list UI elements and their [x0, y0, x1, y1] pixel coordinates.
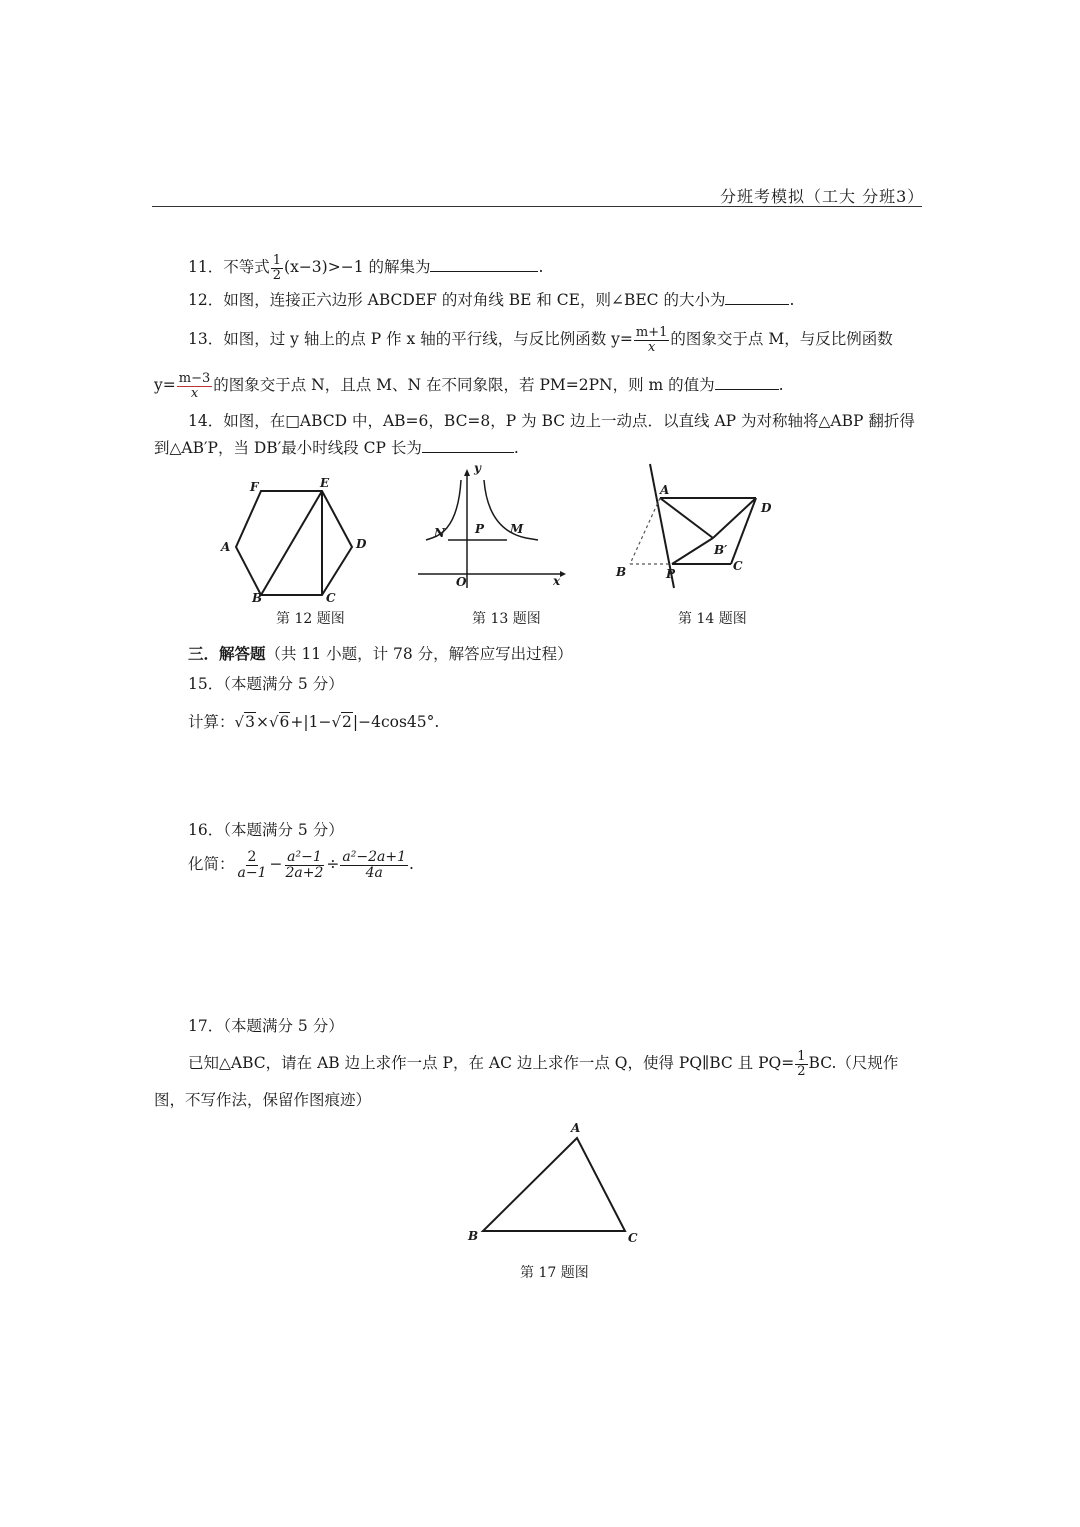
q12-number: 12． [188, 291, 224, 309]
section-3-heading [188, 646, 573, 663]
q14-end: . [513, 439, 519, 457]
q16-f2-den: 2a+2 [285, 864, 324, 881]
q17-frac-num: 1 [797, 1049, 806, 1064]
segment-b-prime-p [672, 538, 713, 564]
question-12 [188, 292, 794, 309]
q17-text-a: 已知△ABC，请在 AB 边上求作一点 P，在 AC 边上求作一点 Q，使得 PQ∥BC 且 PQ= [188, 1054, 795, 1073]
q13-text-b: 的图象交于点 M，与反比例函数 [670, 330, 893, 349]
q16-f1-den: a−1 [237, 864, 267, 881]
q16-fraction-3 [340, 850, 408, 880]
question-14-line1 [188, 414, 915, 430]
x-axis-arrow [560, 571, 566, 577]
q11-text-a: 不等式 [223, 258, 270, 277]
section-3-title: 三．解答题 [188, 644, 266, 663]
q15-tail: |−4cos45°. [352, 713, 440, 731]
q15-label: 计算： [188, 713, 235, 731]
figure-17-triangle [460, 1118, 650, 1248]
header-rule [152, 206, 922, 207]
sqrt-icon: √ [331, 713, 342, 731]
label-c: C [326, 591, 336, 605]
figure-17-caption: 第 17 题图 [520, 1265, 589, 1281]
q13-frac1-den: x [647, 339, 656, 355]
q15-radicand-1: 3 [245, 713, 255, 731]
figure-14-parallelogram [610, 462, 790, 592]
q16-heading: 16．（本题满分 5 分） [188, 821, 344, 839]
label-y: y [474, 464, 481, 475]
q16-fraction-2 [284, 850, 326, 880]
figure-13-graph [412, 464, 572, 594]
q15-radicand-2: 6 [279, 713, 290, 731]
question-13-line2 [154, 372, 784, 400]
label-d: D [356, 537, 367, 551]
label-o: O [456, 575, 467, 589]
q12-end: . [789, 291, 795, 309]
q15-heading: 15．（本题满分 5 分） [188, 675, 344, 693]
label-f: F [250, 480, 259, 494]
label-x: x [553, 574, 561, 588]
q17-heading: 17．（本题满分 5 分） [188, 1017, 344, 1035]
q17-line2: 图，不写作法，保留作图痕迹） [154, 1091, 372, 1109]
label-a: A [221, 540, 231, 554]
label-b: B [252, 591, 263, 605]
q13-answer-blank[interactable] [715, 377, 779, 390]
q16-f2-num: a²−1 [287, 849, 322, 865]
diagonal-be [261, 491, 322, 595]
q16-label: 化简： [188, 855, 235, 874]
q14-answer-blank[interactable] [422, 440, 514, 453]
label-b-prime: B′ [714, 543, 728, 557]
dashed-ab [630, 498, 660, 564]
q15-times: × [255, 713, 269, 731]
sqrt-icon: √ [268, 713, 279, 731]
label-p: P [475, 522, 485, 536]
q13-end: . [778, 376, 784, 395]
q15-radicand-3: 2 [342, 713, 352, 731]
q15-plus: +|1− [290, 713, 332, 731]
q13-frac1-num: m+1 [635, 325, 668, 340]
q13-text-c: y= [154, 376, 176, 395]
q13-number: 13． [188, 330, 224, 349]
label-d: D [761, 501, 772, 515]
label-m: M [510, 522, 524, 536]
q11-end: . [538, 258, 544, 277]
q16-expression [188, 850, 414, 880]
figure-13-caption: 第 13 题图 [472, 611, 541, 627]
q13-fraction-2 [177, 372, 213, 400]
question-11 [188, 254, 543, 282]
label-n: N [434, 526, 445, 540]
section-3-note: （共 11 小题，计 78 分，解答应写出过程） [265, 645, 573, 663]
q16-divide: ÷ [326, 855, 340, 874]
y-axis-arrow [464, 469, 470, 476]
q16-end: . [409, 855, 414, 874]
q11-number: 11． [188, 258, 224, 277]
q13-text-a: 如图，过 y 轴上的点 P 作 x 轴的平行线，与反比例函数 y= [223, 330, 633, 349]
q16-minus: − [269, 855, 283, 874]
figure-12-hexagon [212, 470, 372, 610]
q16-f3-num: a²−2a+1 [342, 849, 406, 865]
q14-line1: 如图，在□ABCD 中，AB=6，BC=8，P 为 BC 边上一动点．以直线 AP 为对称轴将△ABP 翻折得 [223, 412, 915, 430]
q11-answer-blank[interactable] [430, 259, 538, 272]
figure-14-caption: 第 14 题图 [678, 611, 747, 627]
q13-fraction-1 [634, 326, 670, 354]
side-dc [731, 498, 756, 564]
q17-line1 [188, 1050, 898, 1078]
triangle-abc [483, 1138, 625, 1231]
q12-text: 如图，连接正六边形 ABCDEF 的对角线 BE 和 CE，则∠BEC 的大小为 [223, 291, 726, 309]
figure-12-caption: 第 12 题图 [276, 611, 345, 627]
hexagon-outline [236, 491, 352, 595]
label-c: C [733, 559, 743, 573]
q14-number: 14． [188, 412, 224, 430]
q11-frac-num: 1 [272, 253, 282, 268]
sqrt-icon: √ [234, 713, 245, 731]
q13-frac2-den: x [190, 385, 199, 401]
label-b: B [468, 1229, 479, 1243]
q11-frac-den: 2 [272, 267, 282, 283]
segment-b-prime-d [713, 498, 756, 538]
q12-answer-blank[interactable] [725, 292, 789, 305]
q17-fraction [795, 1050, 807, 1078]
label-p: P [666, 567, 676, 581]
q17-text-b: BC.（尺规作 [808, 1054, 899, 1073]
page-header-title: 分班考模拟（工大 分班3） [720, 187, 925, 206]
label-e: E [320, 476, 330, 490]
q11-text-b: (x−3)>−1 的解集为 [284, 258, 431, 277]
label-a: A [660, 483, 670, 497]
label-c: C [628, 1231, 638, 1245]
segment-ab-prime [660, 498, 713, 538]
label-b: B [616, 565, 627, 579]
q16-fraction-1 [236, 850, 269, 880]
q14-line2: 到△AB′P，当 DB′最小时线段 CP 长为 [154, 439, 422, 457]
q17-frac-den: 2 [797, 1063, 806, 1079]
question-13-line1 [188, 326, 893, 354]
q11-fraction [271, 254, 283, 282]
q13-text-d: 的图象交于点 N，且点 M、N 在不同象限，若 PM=2PN，则 m 的值为 [213, 376, 715, 395]
label-a: A [571, 1121, 581, 1135]
q13-frac2-num: m−3 [178, 371, 211, 386]
q16-f1-num: 2 [247, 849, 257, 865]
q15-expression [188, 715, 439, 731]
question-14-line2 [154, 440, 519, 457]
q16-f3-den: 4a [365, 864, 383, 881]
